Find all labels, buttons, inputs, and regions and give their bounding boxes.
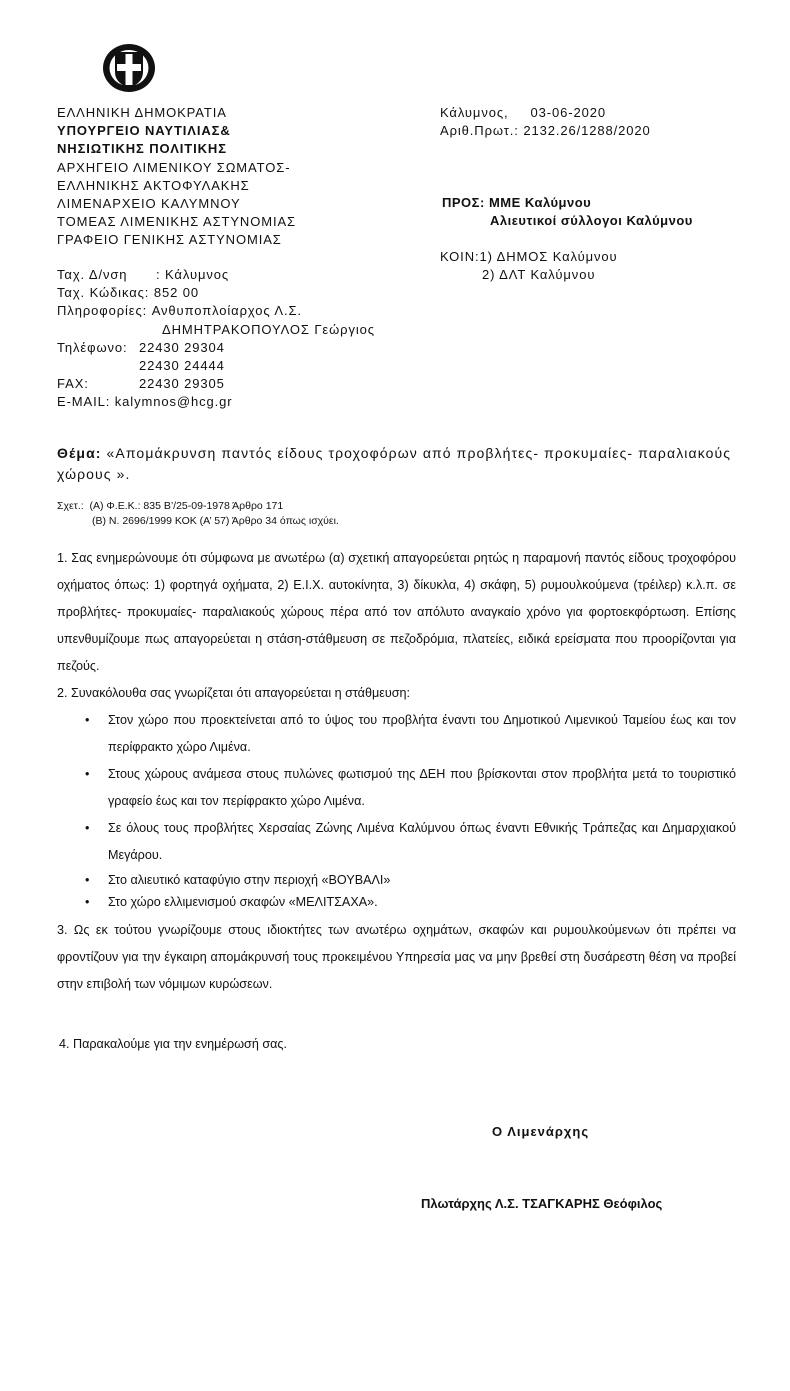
- fax-row: [57, 375, 417, 393]
- authority-line: ΝΗΣΙΩΤΙΚΗΣ ΠΟΛΙΤΙΚΗΣ: [57, 141, 227, 157]
- address-row: [57, 266, 417, 284]
- bullet-icon: •: [85, 767, 90, 781]
- list-item: • Σε όλους τους προβλήτες Χερσαίας Ζώνης Λιμένα Καλύμνου όπως έναντι Εθνικής Τράπεζας και Δημαρχιακού Μεγάρου.: [57, 815, 736, 869]
- postcode-label: Ταχ. Κώδικας:: [57, 285, 150, 301]
- list-item: • Στους χώρους ανάμεσα στους πυλώνες φωτισμού της ΔΕΗ που βρίσκονται στον προβλήτα μετά το τουριστικό γραφείο έως και τον περίφρακτο χώρο Λιμένα.: [57, 761, 736, 815]
- phone-row: [57, 339, 417, 357]
- references-label: Σχετ.:: [57, 500, 84, 512]
- bullet-icon: •: [85, 713, 90, 727]
- authority-line: ΥΠΟΥΡΓΕΙΟ ΝΑΥΤΙΛΙΑΣ&: [57, 123, 231, 139]
- subject: [57, 443, 737, 485]
- place-date-row: [440, 104, 651, 122]
- authority-line: ΑΡΧΗΓΕΙΟ ΛΙΜΕΝΙΚΟΥ ΣΩΜΑΤΟΣ-: [57, 159, 291, 175]
- list-item: • Στον χώρο που προεκτείνεται από το ύψος του προβλήτα έναντι του Δημοτικού Λιμενικού Ταμείου έως και τον περίφρακτο χώρο Λιμένα.: [57, 707, 736, 761]
- phone-row-2: [57, 357, 417, 375]
- address-label: Ταχ. Δ/νση: [57, 267, 128, 282]
- recipient: ΜΜΕ Καλύμνου: [488, 195, 592, 210]
- phone-label: Τηλέφωνο:: [57, 339, 128, 355]
- signature-title: Ο Λιμενάρχης: [492, 1124, 590, 1139]
- cc-recipient: 2) ΔΛΤ Καλύμνου: [482, 267, 596, 283]
- reference-a: (Α) Φ.Ε.Κ.: 835 Β’/25-09-1978 Άρθρο 171: [89, 500, 284, 512]
- paragraph-2: 2. Συνακόλουθα σας γνωρίζεται ότι απαγορεύεται η στάθμευση:: [57, 686, 411, 700]
- bullet-icon: •: [85, 895, 90, 909]
- protocol-label: Αριθ.Πρωτ.:: [440, 123, 519, 139]
- authority-line: ΕΛΛΗΝΙΚΗΣ ΑΚΤΟΦΥΛΑΚΗΣ: [57, 177, 250, 193]
- references: [57, 499, 339, 529]
- document-date-protocol: [440, 104, 651, 140]
- subject-label: Θέμα:: [57, 445, 102, 461]
- email-label: E-MAIL:: [57, 394, 111, 410]
- list-item: • Στο χώρο ελλιμενισμού σκαφών «ΜΕΛΙΤΣΑΧΑ».: [57, 891, 736, 913]
- address-value: : Κάλυμνος: [156, 267, 230, 282]
- date: 03-06-2020: [530, 105, 607, 120]
- paragraph-3: 3. Ως εκ τούτου γνωρίζουμε στους ιδιοκτήτες των ανωτέρω οχημάτων, σκαφών και ρυμουλκούμενων ότι πρέπει να φροντίζουν για την έγκαιρη απομάκρυνσή τους προκειμένου Υπηρεσία μας να μην βρεθεί στη δυσάρεστη θέση να προβεί στην επιβολή των νόμιμων κυρώσεων.: [57, 923, 736, 991]
- info-row-2: [57, 321, 417, 339]
- recipients-to: [442, 194, 693, 230]
- postcode-value: 852 00: [153, 285, 199, 301]
- subject-text: «Απομάκρυνση παντός είδους τροχοφόρων από προβλήτες- προκυμαίες- παραλιακούς χώρους ».: [57, 445, 732, 482]
- email-row: [57, 393, 417, 411]
- fax-label: FAX:: [57, 376, 89, 392]
- place: Κάλυμνος,: [440, 105, 509, 120]
- letter-body: [57, 545, 736, 1058]
- phone-value: 22430 24444: [139, 358, 225, 374]
- bullet-icon: •: [85, 821, 90, 835]
- recipient: Αλιευτικοί σύλλογοι Καλύμνου: [490, 213, 693, 229]
- authority-line: ΛΙΜΕΝΑΡΧΕΙΟ ΚΑΛΥΜΝΟΥ: [57, 196, 241, 212]
- info-value: Ανθυποπλοίαρχος Λ.Σ.: [151, 303, 302, 319]
- paragraph-4: 4. Παρακαλούμε για την ενημέρωσή σας.: [59, 1037, 287, 1051]
- list-item: • Στο αλιευτικό καταφύγιο στην περιοχή «ΒΟΥΒΑΛΙ»: [57, 869, 736, 891]
- info-label: Πληροφορίες:: [57, 303, 148, 319]
- cc-recipient: 1) ΔΗΜΟΣ Καλύμνου: [479, 249, 618, 264]
- info-person: ΔΗΜΗΤΡΑΚΟΠΟΥΛΟΣ Γεώργιος: [162, 321, 375, 337]
- phone-value: 22430 29304: [139, 339, 225, 355]
- signature-name: Πλωτάρχης Λ.Σ. ΤΣΑΓΚΑΡΗΣ Θεόφιλος: [421, 1196, 663, 1211]
- authority-line: ΕΛΛΗΝΙΚΗ ΔΗΜΟΚΡΑΤΙΑ: [57, 105, 227, 120]
- greek-coat-of-arms-icon: [101, 42, 157, 94]
- recipients-cc: [440, 248, 618, 284]
- authority-line: ΤΟΜΕΑΣ ΛΙΜΕΝΙΚΗΣ ΑΣΤΥΝΟΜΙΑΣ: [57, 214, 296, 230]
- protocol-row: [440, 122, 651, 140]
- authority-line: ΓΡΑΦΕΙΟ ΓΕΝΙΚΗΣ ΑΣΤΥΝΟΜΙΑΣ: [57, 232, 282, 248]
- info-row: [57, 302, 417, 320]
- email-link[interactable]: kalymnos@hcg.gr: [114, 394, 233, 410]
- postcode-row: [57, 284, 417, 302]
- prohibited-areas-list: [57, 707, 736, 913]
- contact-details: [57, 266, 417, 412]
- reference-b: (Β) Ν. 2696/1999 ΚΟΚ (Α’ 57) Άρθρο 34 όπως ισχύει.: [92, 515, 339, 527]
- to-label: ΠΡΟΣ:: [442, 195, 485, 210]
- paragraph-1: 1. Σας ενημερώνουμε ότι σύμφωνα με ανωτέρω (α) σχετική απαγορεύεται ρητώς η παραμονή παντός είδους τροχοφόρου οχήματος όπως: 1) φορτηγά οχήματα, 2) Ε.Ι.Χ. αυτοκίνητα, 3) δίκυκλα, 4) σκάφη, 5) ρυμουλκούμενα (τρέιλερ) κ.λ.π. σε προβλήτες- προκυμαίες- παραλιακούς χώρους πέρα από τον απόλυτο αναγκαίο χρόνο για φορτοεκφόρτωση. Επίσης υπενθυμίζουμε πως απαγορεύεται η στάση-στάθμευση σε πεζοδρόμια, πλατείες, ειδικά ερείσματα που προορίζονται για πεζούς.: [57, 551, 736, 673]
- protocol-number: 2132.26/1288/2020: [523, 123, 651, 139]
- bullet-icon: •: [85, 873, 90, 887]
- fax-value: 22430 29305: [139, 376, 225, 392]
- issuing-authority: [57, 104, 417, 250]
- cc-label: ΚΟΙΝ:: [440, 249, 480, 264]
